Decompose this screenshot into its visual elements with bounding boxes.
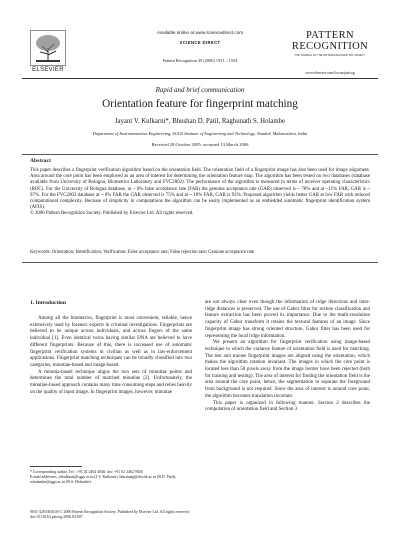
intro-paragraph: We present an algorithm for fingerprint verification using image-based technique in which the variance feature of orientation field is used for matching. The test and trainee fingerprint images are aligned using the orientation, which makes the algorithm rotation invariant. The images in which the core point is located less than 50 pixels away from the image border have been rejected (both for training and testing). The area of interest for finding the orientation field is the area around the core point, hence, the segmentation to separate the foreground from background is not required. Since the area of interest is around core point, the algorithm becomes translation invariant. bbox=[205, 340, 370, 399]
corresponding-author-note: * Corresponding author. Tel.: +91 02 2462 4046; fax: +91 02 2462 9026. bbox=[30, 470, 144, 474]
author-affiliation: Department of Instrumentation Engineering, SGGS Institute of Engineering and Technology, Nanded, Maharashtra, India bbox=[92, 131, 308, 136]
abstract-top-divider bbox=[22, 154, 378, 155]
abstract-text: This paper describes a fingerprint verification algorithm based on the orientation field. The orientation field of a fingerprint image has also been used for image alignment. Area around the core point has been employed as an area of interest for determining the orientation feature map. The algorithm has been tested on two databases (database available from University of Bologna, Biometrics Laboratory and FVC2002). The performance of the algorithm is measured in terms of receiver operating characteristics (ROC). For the University of Bologna database, at ~ 0% false acceptance rate (FAR) the genuine acceptance rate (GAR) observed is ~ 78% and at ~11% FAR, GAR is ~ 97%. For the FVC2002 database at ~ 0% FAR the GAR observed is 75% and at ~ 18% FAR, GAR is 93%. Proposed algorithm yields better GAR at low FAR with reduced computational complexity. Because of simplicity in computations the algorithm can be easily implemented as an embedded automatic fingerprint identification system (AFIS). bbox=[30, 168, 370, 211]
header-divider bbox=[22, 78, 378, 79]
sciencedirect-logo-text: SCIENCE DIRECT bbox=[179, 40, 221, 45]
elsevier-logo-text: ELSEVIER bbox=[32, 67, 64, 73]
journal-title-line1: PATTERN bbox=[306, 30, 354, 41]
article-title: Orientation feature for fingerprint matching bbox=[102, 98, 298, 110]
intro-paragraph: Among all the biometrics, fingerprint is most convenient, reliable, hence extensively used by forensic experts in criminal investigations. Fingerprints are believed to be unique across individuals, and across fingers of the same individual [1]. Even identical twins having similar DNA are believed to have different fingerprints. Because of this, there is increased use of automatic fingerprint verification systems in civilian as well as in law-enforcement applications. Fingerprint matching techniques can be broadly classified into two categories, minutiae-based and image-based. bbox=[30, 316, 192, 368]
available-online-text: Available online at www.sciencedirect.com bbox=[156, 30, 244, 35]
journal-title bbox=[285, 30, 375, 52]
journal-citation: Pattern Recognition 39 (2006) 1551 – 1554 bbox=[162, 58, 238, 63]
doi-line[interactable]: doi:10.1016/j.patcog.2006.03.007 bbox=[30, 515, 83, 519]
left-column bbox=[30, 316, 192, 396]
abstract-heading: Abstract bbox=[30, 158, 51, 164]
intro-paragraph: are not always clear even though the information of ridge directions and inter-ridge distances is preserved. The use of Gabor filter for texture classification and feature extraction has been proved its importance. Due to the multi-resolution capacity of Gabor transform it retains the textural features of an image. Since fingerprint image has strong oriented structure, Gabor filter has been used for representing the local ridge information. bbox=[205, 300, 370, 339]
article-authors: Jayant V. Kulkarni*, Bhushan D. Patil, Raghunath S. Holambe bbox=[114, 118, 286, 125]
intro-paragraph: This paper is organized in following manner. Section 2 describes the computation of orientation field and Section 3 bbox=[205, 400, 370, 413]
right-column bbox=[205, 300, 370, 414]
copyright-footer bbox=[30, 510, 370, 520]
keywords: Keywords: Orientation; Identification; Verification; False acceptance rate; False rejection rate; Genuine acceptance rate bbox=[30, 250, 255, 255]
footnote-divider bbox=[30, 466, 82, 467]
journal-title-line2: RECOGNITION bbox=[291, 41, 369, 52]
issn-copyright-line: 0031-3203/$30.00 © 2006 Pattern Recognition Society. Published by Elsevier Ltd. All rights reserved. bbox=[30, 510, 190, 514]
journal-url[interactable]: www.elsevier.com/locate/patcog bbox=[305, 71, 355, 75]
abstract-body bbox=[30, 168, 370, 218]
elsevier-tree-icon bbox=[30, 30, 66, 66]
sciencedirect-logo bbox=[140, 40, 260, 45]
footnote bbox=[30, 470, 192, 485]
journal-subtitle: THE JOURNAL OF THE PATTERN RECOGNITION SOCIETY bbox=[294, 54, 366, 57]
received-dates: Received 28 October 2005; accepted 13 March 2006 bbox=[151, 142, 249, 147]
intro-paragraph: A minutia-based technique aligns the two sets of minutiae points and determines the total number of matched minutiae [2]. Unfortunately, the minutiae-based approach contains many time consuming steps and relies heavily on the quality of input image. In fingerprint images, however, minutiae bbox=[30, 369, 192, 395]
abstract-copyright: © 2006 Pattern Recognition Society. Published by Elsevier Ltd. All rights reserved. bbox=[30, 211, 194, 217]
email-addresses: E-mail addresses: jvkulkarni@sggs.ac.in (J.V. Kulkarni), bhushanp@sbt.nlt.ac.in (B.D. Patil), rsholambe@sggs.ac.in (R.S. Holambe). bbox=[30, 475, 177, 484]
article-type: Rapid and brief communication bbox=[155, 86, 245, 94]
section-heading-introduction: 1. Introduction bbox=[30, 300, 66, 306]
abstract-bottom-divider bbox=[22, 262, 378, 263]
